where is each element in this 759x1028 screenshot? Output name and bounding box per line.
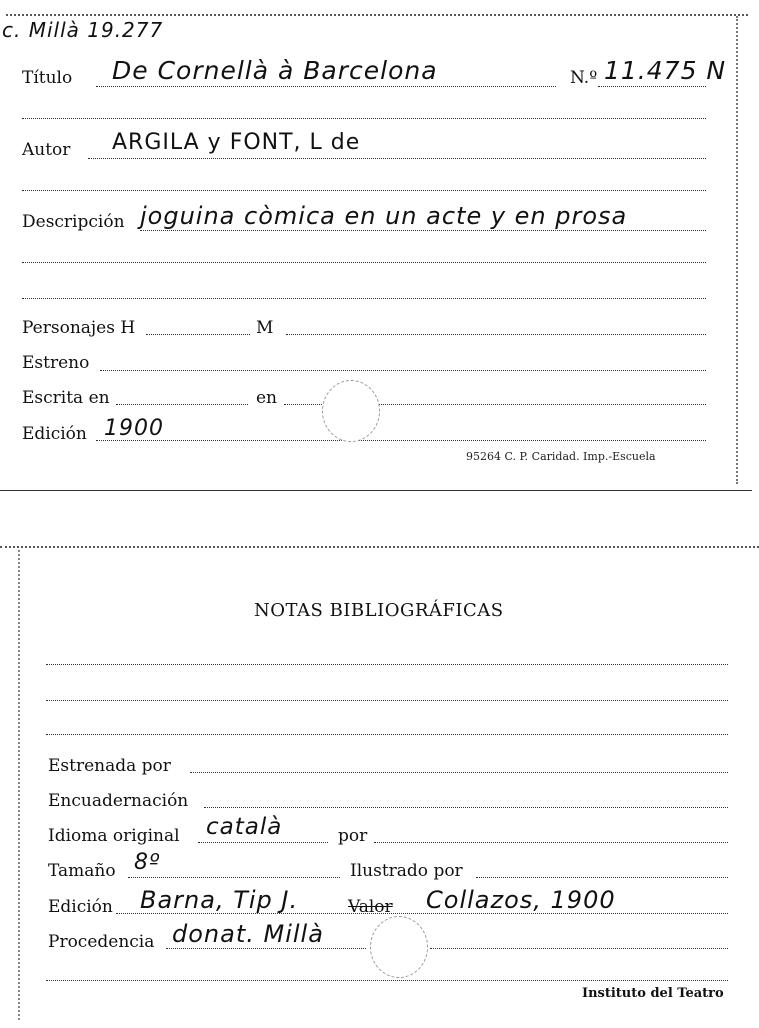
numero-label: N.º: [570, 68, 598, 88]
institution-footer: Instituto del Teatro: [582, 986, 724, 1001]
catalog-card-back: [0, 540, 759, 1028]
notas-heading: NOTAS BIBLIOGRÁFICAS: [254, 600, 504, 621]
personajes-h-line: [146, 334, 250, 335]
descripcion-line-3: [22, 298, 706, 299]
personajes-m-label: M: [256, 318, 274, 338]
idioma-label: Idioma original: [48, 826, 180, 846]
punch-hole: [322, 380, 380, 442]
escrita-line: [116, 404, 248, 405]
notas-line-3: [46, 734, 728, 735]
card-top-edge: [0, 546, 759, 548]
idioma-line: [198, 842, 328, 843]
ilustrado-label: Ilustrado por: [350, 861, 463, 881]
notas-line-1: [46, 664, 728, 665]
tamano-label: Tamaño: [48, 861, 116, 881]
autor-line-2: [22, 190, 706, 191]
card-right-edge: [736, 16, 738, 484]
titulo-value: De Cornellà à Barcelona: [112, 56, 438, 85]
catalog-card-front: [0, 0, 752, 492]
edicion-value: 1900: [104, 416, 164, 441]
card-top-edge: [6, 14, 748, 16]
encuadernacion-label: Encuadernación: [48, 791, 189, 811]
personajes-label: Personajes H: [22, 318, 136, 338]
card-left-edge: [18, 550, 20, 1020]
idioma-por-line: [374, 842, 728, 843]
idioma-value: català: [206, 814, 283, 840]
procedencia-line-2: [430, 948, 728, 949]
titulo-line-2: [22, 118, 706, 119]
descripcion-label: Descripción: [22, 212, 125, 232]
edicion-label: Edición: [22, 424, 87, 444]
back-edicion-struck: Valor: [348, 897, 393, 917]
autor-line: [88, 158, 706, 159]
call-number: c. Millà 19.277: [2, 18, 164, 42]
estreno-line: [100, 370, 706, 371]
autor-label: Autor: [22, 140, 71, 160]
estrenada-line: [190, 772, 728, 773]
encuadernacion-line: [204, 807, 728, 808]
idioma-por-label: por: [338, 826, 368, 846]
estrenada-label: Estrenada por: [48, 756, 171, 776]
notas-line-2: [46, 700, 728, 701]
numero-line: [598, 86, 706, 87]
titulo-label: Título: [22, 68, 73, 88]
back-edicion-value-a: Barna, Tip J.: [140, 886, 299, 914]
punch-hole: [370, 916, 428, 978]
procedencia-line: [166, 948, 366, 949]
tamano-line: [128, 877, 340, 878]
back-edicion-label: Edición: [48, 897, 113, 917]
procedencia-value: donat. Millà: [172, 920, 324, 948]
personajes-m-line: [286, 334, 706, 335]
back-edicion-value-b: Collazos, 1900: [426, 886, 616, 914]
descripcion-line: [140, 230, 706, 231]
autor-value: ARGILA y FONT, L de: [112, 130, 361, 155]
escrita-label: Escrita en: [22, 388, 110, 408]
card-bottom-edge: [0, 490, 752, 491]
notas-line-bottom: [46, 980, 728, 981]
escrita-en-label: en: [256, 388, 278, 408]
numero-value: 11.475 N: [604, 56, 727, 85]
titulo-line: [96, 86, 556, 87]
estreno-label: Estreno: [22, 353, 90, 373]
edicion-line: [96, 440, 706, 441]
descripcion-line-2: [22, 262, 706, 263]
ilustrado-line: [476, 877, 728, 878]
printer-imprint: 95264 C. P. Caridad. Imp.-Escuela: [466, 450, 656, 463]
procedencia-label: Procedencia: [48, 932, 155, 952]
tamano-value: 8º: [134, 850, 161, 875]
descripcion-value: joguina còmica en un acte y en prosa: [140, 202, 628, 230]
